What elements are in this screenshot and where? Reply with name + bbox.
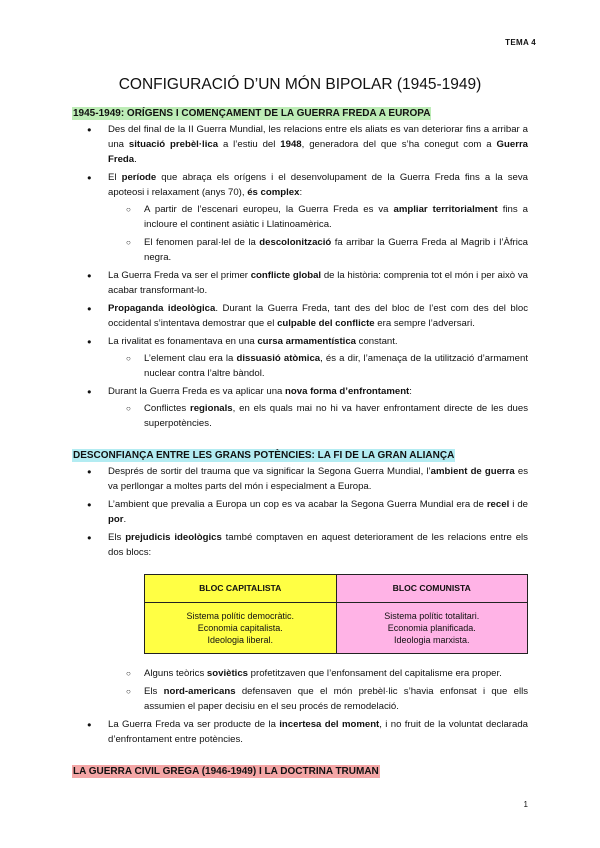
- section-heading-origins: [72, 106, 528, 121]
- section-heading-distrust: [72, 448, 528, 463]
- origins-list: [72, 122, 528, 431]
- section-heading-text: 1945-1949: ORÍGENS I COMENÇAMENT DE LA GUERRA FREDA A EUROPA: [73, 108, 431, 119]
- list-item: ● Propaganda ideològica. Durant la Guerra Freda, tant des del bloc de l’est com des del bloc occidental s’intentava demostrar que el culpable del conflicte era sempre l’adversari.: [72, 301, 528, 331]
- blocs-comparison-table: [144, 574, 528, 654]
- sub-list-item: ○ El fenomen paral·lel de la descolonització fa arribar la Guerra Freda al Magrib i l’Àfrica negra.: [72, 235, 528, 265]
- list-item: ● Durant la Guerra Freda es va aplicar una nova forma d’enfrontament: ○ Conflictes regionals, en els quals mai no hi va haver enfrontament directe de les dues superpotències.: [72, 384, 528, 431]
- sub-list-item: ○ Alguns teòrics soviètics profetitzaven que l’enfonsament del capitalisme era proper.: [72, 666, 528, 681]
- list-item: ● Els prejudicis ideològics també comptaven en aquest deteriorament de les relacions entre els dos blocs:: [72, 530, 528, 560]
- sub-list-item: ○ Els nord-americans defensaven que el món prebèl·lic s’havia enfonsat i que ells assumien el paper decisiu en el seu procés de remodelació.: [72, 684, 528, 714]
- sub-list-item: ○ Conflictes regionals, en els quals mai no hi va haver enfrontament directe de les dues superpotències.: [72, 401, 528, 431]
- communist-bloc-cell: Sistema polític totalitari. Economia planificada. Ideologia marxista.: [336, 603, 528, 654]
- capitalist-bloc-header: BLOC CAPITALISTA: [145, 575, 337, 603]
- list-item: ● Des del final de la II Guerra Mundial, les relacions entre els aliats es van deteriorar fins a arribar a una situació prebèl·lica a l’estiu del 1948, generadora del que s’ha conegut com a Guerra Freda.: [72, 122, 528, 167]
- section-heading-text: LA GUERRA CIVIL GREGA (1946-1949) I LA DOCTRINA TRUMAN: [73, 766, 379, 777]
- page-title: CONFIGURACIÓ D’UN MÓN BIPOLAR (1945-1949): [118, 76, 482, 93]
- tema-label: TEMA 4: [505, 38, 536, 47]
- list-item: ● L’ambient que prevalia a Europa un cop es va acabar la Segona Guerra Mundial era de recel i de por.: [72, 497, 528, 527]
- list-item: ● La Guerra Freda va ser producte de la incertesa del moment, i no fruit de la voluntat declarada d’enfrontament entre potències.: [72, 717, 528, 747]
- sub-list-item: ○ L’element clau era la dissuasió atòmica, és a dir, l’amenaça de la utilització d’armament nuclear contra l’altre bàndol.: [72, 351, 528, 381]
- distrust-sublist: [72, 666, 528, 747]
- page-number: 1: [523, 800, 528, 809]
- distrust-list: [72, 464, 528, 560]
- list-item: ● La rivalitat es fonamentava en una cursa armamentística constant. ○ L’element clau era la dissuasió atòmica, és a dir, l’amenaça de la utilització d’armament nuclear contra l’altre bàndol.: [72, 334, 528, 381]
- document-body: [72, 106, 528, 780]
- sub-list-item: ○ A partir de l’escenari europeu, la Guerra Freda es va ampliar territorialment fins a incloure el continent asiàtic i Llatinoamèrica.: [72, 202, 528, 232]
- list-item: ● El període que abraça els orígens i el desenvolupament de la Guerra Freda fins a la seva apoteosi i relaxament (anys 70), és complex: ○ A partir de l’escenari europeu, la Guerra Freda es va ampliar territorialment fins a incloure el continent asiàtic i Llatinoamèrica. ○ El fenomen paral·lel de la descolonització fa arribar la Guerra Freda al Magrib i l’Àfrica negra.: [72, 170, 528, 265]
- list-item: ● La Guerra Freda va ser el primer conflicte global de la història: comprenia tot el món i per això va acabar transformant-lo.: [72, 268, 528, 298]
- capitalist-bloc-cell: Sistema polític democràtic. Economia capitalista. Ideologia liberal.: [145, 603, 337, 654]
- communist-bloc-header: BLOC COMUNISTA: [336, 575, 528, 603]
- section-heading-greek-civil-war: [72, 764, 528, 779]
- section-heading-text: DESCONFIANÇA ENTRE LES GRANS POTÈNCIES: LA FI DE LA GRAN ALIANÇA: [73, 450, 455, 461]
- list-item: ● Després de sortir del trauma que va significar la Segona Guerra Mundial, l’ambient de guerra es va perllongar a moltes parts del món i especialment a Europa.: [72, 464, 528, 494]
